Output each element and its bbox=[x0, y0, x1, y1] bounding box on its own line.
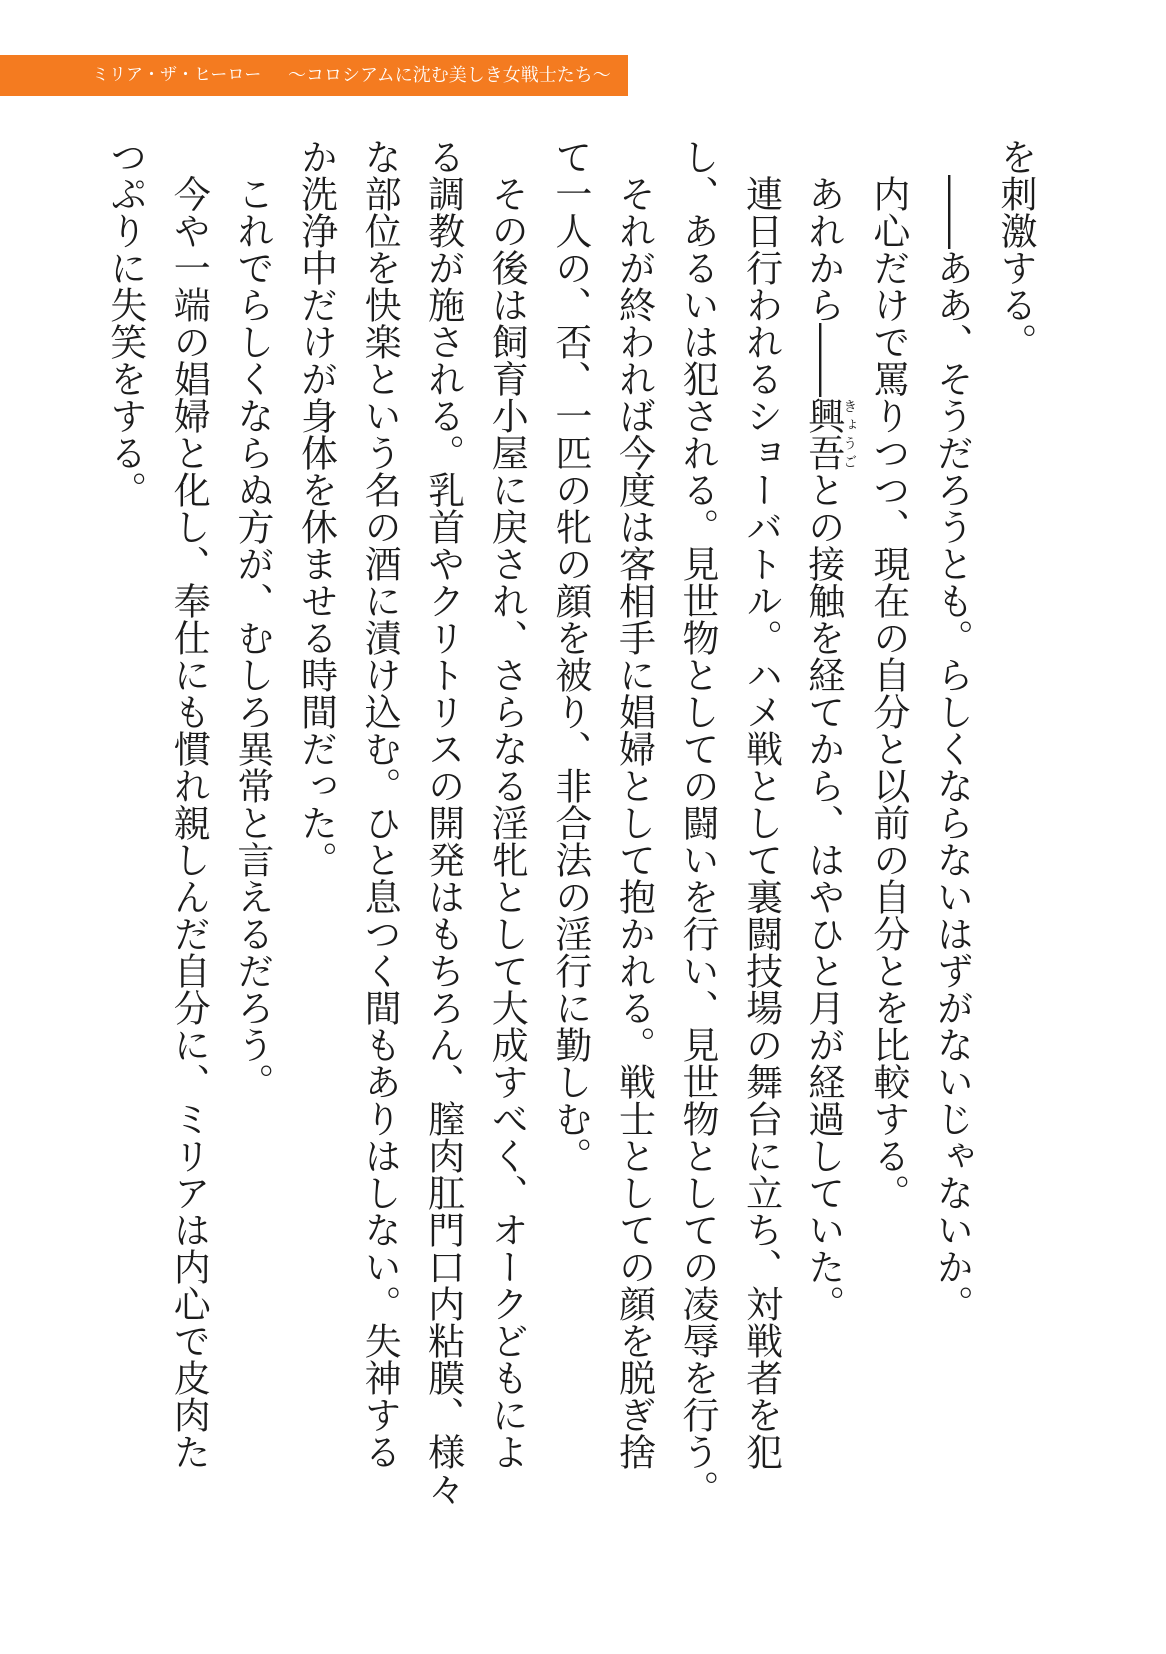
ruby-base: 興吾 bbox=[801, 397, 845, 471]
paragraph bbox=[920, 138, 984, 1538]
book-title: ミリア・ザ・ヒーロー bbox=[92, 65, 262, 85]
paragraph bbox=[220, 138, 284, 1538]
text-line: 内心だけで罵りつつ、現在の自分と以前の自分とを比較する。 bbox=[866, 175, 910, 1211]
paragraph bbox=[793, 138, 857, 1538]
text-line: な部位を快楽という名の酒に漬け込む。ひと息つく間もありはしない。失神する bbox=[358, 138, 402, 1470]
text-line: 連日行われるショーバトル。ハメ戦として裏闘技場の舞台に立ち、対戦者を犯 bbox=[739, 175, 783, 1470]
furigana: きょうご bbox=[841, 397, 858, 471]
text-line: か洗浄中だけが身体を休ませる時間だった。 bbox=[294, 138, 338, 878]
text-line bbox=[793, 138, 857, 1538]
paragraph bbox=[983, 138, 1047, 1538]
paragraph bbox=[538, 138, 665, 1538]
running-header bbox=[0, 55, 628, 96]
text-line: る調教が施される。乳首やクリトリスの開発はもちろん、膣肉肛門口内粘膜、様々 bbox=[421, 138, 465, 1507]
text-line: て一人の、否、一匹の牝の顔を被り、非合法の淫行に勤しむ。 bbox=[548, 138, 592, 1174]
text-line: これでらしくならぬ方が、むしろ異常と言えるだろう。 bbox=[230, 175, 274, 1100]
text-segment: あれから―― bbox=[801, 175, 845, 397]
text-line: 今や一端の娼婦と化し、奉仕にも慣れ親しんだ自分に、ミリアは内心で皮肉た bbox=[167, 175, 211, 1470]
book-subtitle: ～コロシアムに沈む美しき女戦士たち～ bbox=[288, 65, 611, 86]
text-segment: との接触を経てから、はやひと月が経過していた。 bbox=[801, 471, 845, 1322]
name-with-furigana bbox=[801, 397, 858, 471]
vertical-text-body bbox=[93, 138, 1047, 1538]
paragraph bbox=[856, 138, 920, 1538]
paragraph bbox=[93, 138, 220, 1538]
text-line: を刺激する。 bbox=[994, 138, 1037, 360]
text-line: し、あるいは犯される。見世物としての闘いを行い、見世物としての凌辱を行う。 bbox=[676, 138, 720, 1507]
paragraph bbox=[665, 138, 792, 1538]
text-line: その後は飼育小屋に戻され、さらなる淫牝として大成すべく、オークどもによ bbox=[485, 175, 529, 1470]
text-line: それが終われば今度は客相手に娼婦として抱かれる。戦士としての顔を脱ぎ捨 bbox=[612, 175, 656, 1470]
paragraph bbox=[284, 138, 538, 1538]
text-line: つぷりに失笑をする。 bbox=[103, 138, 147, 508]
text-line: ――ああ、そうだろうとも。らしくならないはずがないじゃないか。 bbox=[930, 175, 974, 1322]
